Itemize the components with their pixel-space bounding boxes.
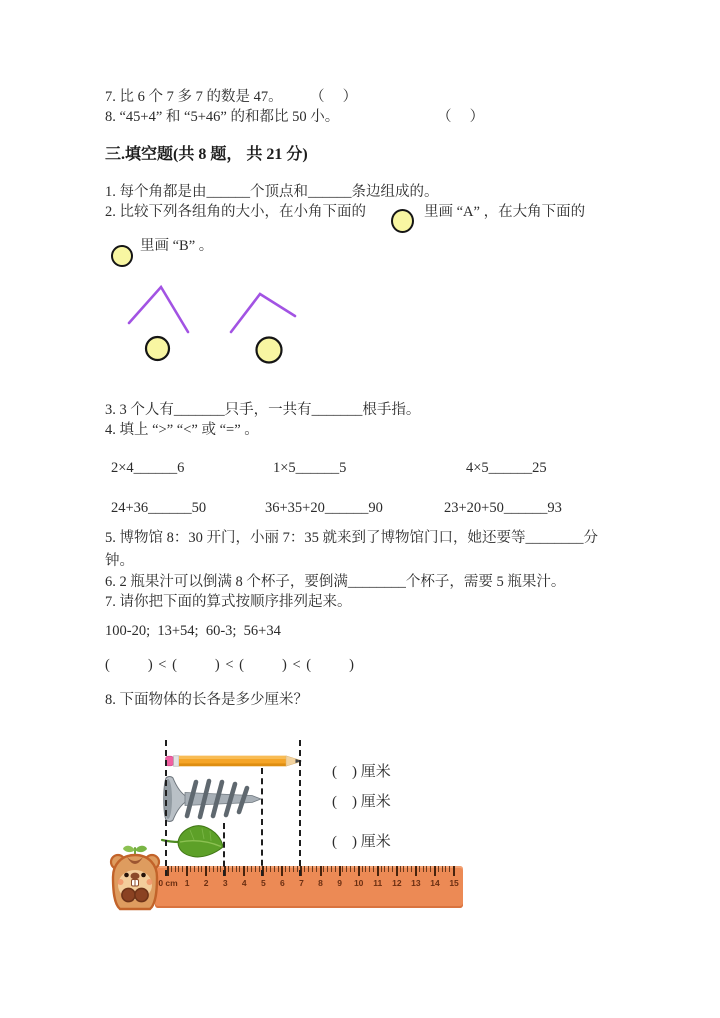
ruler-minor-tick <box>228 866 229 872</box>
ruler-number: 7 <box>299 877 304 888</box>
ruler-number: 1 <box>184 877 190 888</box>
ruler-minor-tick <box>255 866 256 872</box>
ruler-minor-tick <box>342 866 343 872</box>
ruler-minor-tick <box>190 866 191 872</box>
section-title: 三.填空题(共 8 题， 共 21 分) <box>105 146 308 163</box>
ruler-minor-tick <box>312 866 313 872</box>
ruler-minor-tick <box>381 866 382 872</box>
ruler-number: 3 <box>222 877 228 888</box>
judge-item-8-bracket: （ ） <box>437 109 485 125</box>
ruler-minor-tick <box>304 866 305 872</box>
ruler-minor-tick <box>259 866 260 872</box>
pencil-highlight <box>179 756 286 759</box>
ruler-tick <box>167 866 169 876</box>
ruler-minor-tick <box>213 866 214 872</box>
ruler-minor-tick <box>285 866 286 872</box>
judge-item-7-bracket: （ ） <box>310 89 358 105</box>
ruler-minor-tick <box>392 866 393 872</box>
ruler-number: 8 <box>318 877 323 888</box>
ruler-tick <box>453 866 455 876</box>
ruler-number: 6 <box>280 877 285 888</box>
question-3: 3. 3 个人有_______只手，一共有_______根手指。 <box>105 402 421 418</box>
q4-compare-5: 36+35+20______90 <box>265 500 383 516</box>
ruler-minor-tick <box>442 866 443 872</box>
ruler-number: 12 <box>392 877 402 888</box>
q7-ordering-blanks: ( ) < ( ) < ( ) < ( ) <box>105 657 355 673</box>
ruler-tick <box>339 866 341 876</box>
unit-label-pencil: ( ) 厘米 <box>332 764 391 780</box>
ruler-number: 14 <box>430 877 440 888</box>
ruler-number: 2 <box>203 877 209 888</box>
angle-2 <box>231 294 295 332</box>
ruler-minor-tick <box>217 866 218 872</box>
sprout-leaf-left <box>123 846 135 852</box>
ruler-number: 5 <box>260 877 266 888</box>
ruler-minor-tick <box>346 866 347 872</box>
beaver-mascot-icon <box>106 845 164 911</box>
ruler-minor-tick <box>369 866 370 872</box>
ruler-scale <box>155 866 463 908</box>
ruler-tick <box>243 866 245 876</box>
ruler-minor-tick <box>327 866 328 872</box>
question-2-line1a: 2. 比较下列各组角的大小，在小角下面的 <box>105 204 366 220</box>
question-5-line2: 钟。 <box>105 553 134 569</box>
ruler-tick <box>281 866 283 876</box>
ruler-minor-tick <box>175 866 176 872</box>
pencil-ferrule <box>174 756 180 766</box>
question-7: 7. 请你把下面的算式按顺序排列起来。 <box>105 594 352 610</box>
ruler-minor-tick <box>171 866 172 872</box>
ruler-minor-tick <box>232 866 233 872</box>
ruler-number: 10 <box>353 877 364 888</box>
ruler-minor-tick <box>278 866 279 872</box>
ruler-minor-tick <box>270 866 271 872</box>
question-6: 6. 2 瓶果汁可以倒满 8 个杯子，要倒满________个杯子，需要 5 瓶果汁。 <box>105 574 566 590</box>
ruler-number: 0 cm <box>158 877 178 888</box>
beaver-nose <box>131 873 140 880</box>
ruler-minor-tick <box>239 866 240 872</box>
ruler-image <box>155 866 463 908</box>
q4-compare-3: 4×5______25 <box>466 460 547 476</box>
guide-line-7cm <box>299 740 301 876</box>
answer-circle-angle-2 <box>257 338 282 363</box>
pencil-shadow <box>179 763 286 766</box>
ruler-minor-tick <box>384 866 385 872</box>
angle-1 <box>129 287 188 332</box>
judge-item-7-text: 7. 比 6 个 7 多 7 的数是 47。 <box>105 89 283 105</box>
ruler-minor-tick <box>236 866 237 872</box>
ruler-minor-tick <box>331 866 332 872</box>
beaver-eye-right <box>141 873 146 878</box>
ruler-number: 4 <box>241 877 247 888</box>
unit-label-leaf: ( ) 厘米 <box>332 834 391 850</box>
ruler-minor-tick <box>274 866 275 872</box>
ruler-minor-tick <box>316 866 317 872</box>
ruler-minor-tick <box>251 866 252 872</box>
question-1: 1. 每个角都是由______个顶点和______条边组成的。 <box>105 184 439 200</box>
beaver-cheek-right <box>147 879 153 885</box>
ruler-minor-tick <box>365 866 366 872</box>
ruler-number: 15 <box>449 877 459 888</box>
ruler-minor-tick <box>335 866 336 872</box>
beaver-paw-left <box>122 888 135 901</box>
answer-circle-inline-a <box>391 209 414 233</box>
ruler-minor-tick <box>201 866 202 872</box>
angle-comparison-figure <box>100 275 310 370</box>
ruler-tick <box>415 866 417 876</box>
ruler-minor-tick <box>373 866 374 872</box>
question-5-line1: 5. 博物馆 8：30 开门，小丽 7：35 就来到了博物馆门口，她还要等________分 <box>105 530 598 546</box>
ruler-minor-tick <box>362 866 363 872</box>
beaver-eye-left <box>124 873 129 878</box>
ruler-minor-tick <box>289 866 290 872</box>
q4-compare-2: 1×5______5 <box>273 460 347 476</box>
ruler-minor-tick <box>194 866 195 872</box>
question-4: 4. 填上 “>” “<” 或 “=” 。 <box>105 422 259 438</box>
q7-expressions: 100-20; 13+54; 60-3; 56+34 <box>105 623 281 639</box>
ruler-number: 11 <box>373 877 383 888</box>
ruler-minor-tick <box>411 866 412 872</box>
screw-shaft <box>185 793 261 806</box>
ruler-number: 13 <box>411 877 421 888</box>
ruler-number: 9 <box>337 877 342 888</box>
ruler-minor-tick <box>266 866 267 872</box>
guide-line-0cm <box>165 740 167 876</box>
ruler-minor-tick <box>407 866 408 872</box>
ruler-minor-tick <box>220 866 221 872</box>
ruler-tick <box>396 866 398 876</box>
ruler-minor-tick <box>354 866 355 872</box>
ruler-tick <box>434 866 436 876</box>
ruler-minor-tick <box>438 866 439 872</box>
ruler-minor-tick <box>449 866 450 872</box>
guide-line-3cm <box>223 823 225 876</box>
ruler-minor-tick <box>178 866 179 872</box>
ruler-minor-tick <box>419 866 420 872</box>
sprout-leaf-right <box>135 846 147 852</box>
pencil-image <box>164 753 302 769</box>
ruler-minor-tick <box>426 866 427 872</box>
ruler-minor-tick <box>388 866 389 872</box>
question-2-line1b: 里画 “A” ，在大角下面的 <box>424 204 586 220</box>
ruler-minor-tick <box>445 866 446 872</box>
leaf-image <box>158 820 228 862</box>
question-8: 8. 下面物体的长各是多少厘米？ <box>105 692 308 708</box>
q4-compare-4: 24+36______50 <box>111 500 207 516</box>
ruler-minor-tick <box>400 866 401 872</box>
ruler-tick <box>186 866 188 876</box>
unit-label-screw: ( ) 厘米 <box>332 794 391 810</box>
ruler-minor-tick <box>423 866 424 872</box>
ruler-tick <box>358 866 360 876</box>
ruler-minor-tick <box>323 866 324 872</box>
screw-image <box>160 775 266 823</box>
ruler-tick <box>205 866 207 876</box>
beaver-cheek-left <box>118 879 124 885</box>
q4-compare-6: 23+20+50______93 <box>444 500 562 516</box>
ruler-minor-tick <box>308 866 309 872</box>
ruler-minor-tick <box>350 866 351 872</box>
ruler-minor-tick <box>297 866 298 872</box>
beaver-paw-right <box>135 888 148 901</box>
ruler-minor-tick <box>198 866 199 872</box>
ruler-minor-tick <box>182 866 183 872</box>
answer-circle-inline-b <box>111 245 133 267</box>
ruler-minor-tick <box>403 866 404 872</box>
ruler-minor-tick <box>293 866 294 872</box>
question-2-line2: 里画 “B” 。 <box>140 238 214 254</box>
ruler-minor-tick <box>430 866 431 872</box>
guide-line-5cm <box>261 768 263 876</box>
ruler-tick <box>320 866 322 876</box>
judge-item-8-text: 8. “45+4” 和 “5+46” 的和都比 50 小。 <box>105 109 340 125</box>
ruler-minor-tick <box>247 866 248 872</box>
ruler-tick <box>377 866 379 876</box>
ruler-minor-tick <box>209 866 210 872</box>
answer-circle-angle-1 <box>146 337 169 360</box>
q4-compare-1: 2×4______6 <box>111 460 185 476</box>
